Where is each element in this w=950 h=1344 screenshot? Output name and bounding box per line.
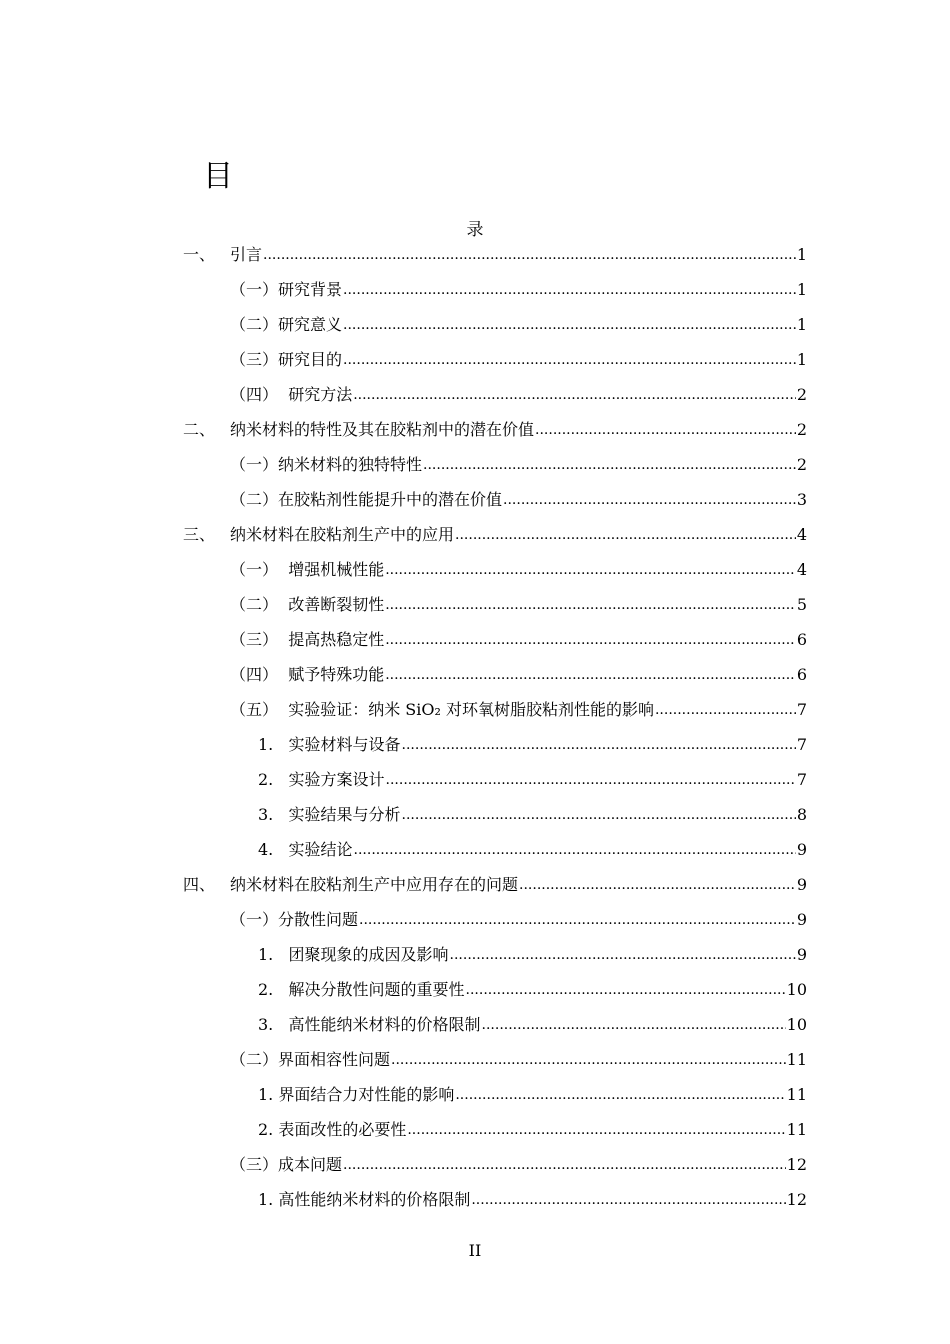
toc-entry-page: 11 bbox=[786, 1049, 807, 1069]
toc-leader-dots bbox=[455, 1085, 785, 1105]
toc-leader-dots bbox=[343, 350, 796, 370]
toc-entry-number: （一） bbox=[230, 559, 279, 579]
page-number: II bbox=[468, 1241, 482, 1260]
toc-entry[interactable] bbox=[0, 972, 950, 1007]
toc-entry-page: 10 bbox=[786, 979, 807, 999]
toc-entry-title: 研究意义 bbox=[278, 314, 343, 334]
toc-entry-page: 3 bbox=[796, 489, 807, 509]
toc-entry[interactable] bbox=[0, 902, 950, 937]
toc-entry-number: （一） bbox=[230, 909, 279, 929]
toc-leader-dots bbox=[385, 665, 796, 685]
toc-entry-title: 实验结论 bbox=[273, 839, 353, 859]
toc-entry[interactable] bbox=[0, 447, 950, 482]
toc-entry-page: 1 bbox=[796, 279, 807, 299]
toc-entry-page: 10 bbox=[786, 1014, 807, 1034]
toc-entry-page: 9 bbox=[796, 944, 807, 964]
toc-entry-number: （二） bbox=[230, 489, 279, 509]
toc-entry-number: 3. bbox=[258, 1014, 274, 1034]
toc-entry-title: 增强机械性能 bbox=[278, 559, 385, 579]
toc-entry-title: 团聚现象的成因及影响 bbox=[273, 944, 449, 964]
toc-entry-page: 7 bbox=[796, 699, 807, 719]
toc-entry[interactable] bbox=[0, 762, 950, 797]
toc-entry[interactable] bbox=[0, 587, 950, 622]
toc-leader-dots bbox=[359, 910, 796, 930]
toc-leader-dots bbox=[450, 945, 796, 965]
toc-leader-dots bbox=[503, 490, 796, 510]
toc-leader-dots bbox=[385, 595, 796, 615]
toc-entry-page: 2 bbox=[796, 384, 807, 404]
toc-entry-page: 2 bbox=[796, 419, 807, 439]
toc-entry-title: 研究目的 bbox=[278, 349, 343, 369]
toc-entry-page: 7 bbox=[796, 769, 807, 789]
toc-leader-dots bbox=[402, 805, 796, 825]
toc-entry-page: 1 bbox=[796, 244, 807, 264]
toc-entry-title: 研究方法 bbox=[278, 384, 353, 404]
toc-entry-page: 9 bbox=[796, 874, 807, 894]
toc-entry-number: 四、 bbox=[183, 874, 216, 894]
toc-entry-title: 实验材料与设备 bbox=[273, 734, 401, 754]
toc-entry-title: 高性能纳米材料的价格限制 bbox=[273, 1189, 471, 1209]
toc-leader-dots bbox=[354, 840, 796, 860]
toc-entry-number: （三） bbox=[230, 349, 279, 369]
toc-leader-dots bbox=[343, 280, 796, 300]
toc-entry-title: 在胶粘剂性能提升中的潜在价值 bbox=[278, 489, 503, 509]
toc-leader-dots bbox=[263, 245, 796, 265]
toc-entry-page: 12 bbox=[786, 1154, 807, 1174]
toc-entry-number: 3. bbox=[258, 804, 274, 824]
toc-entry-title: 高性能纳米材料的价格限制 bbox=[273, 1014, 481, 1034]
toc-entry-number: 1. bbox=[258, 1189, 274, 1209]
toc-entry-number: （一） bbox=[230, 279, 279, 299]
toc-leader-dots bbox=[407, 1120, 785, 1140]
toc-entry-page: 5 bbox=[796, 594, 807, 614]
toc-leader-dots bbox=[385, 630, 796, 650]
toc-entry-number: （四） bbox=[230, 384, 279, 404]
toc-leader-dots bbox=[466, 980, 786, 1000]
toc-leader-dots bbox=[402, 735, 796, 755]
toc-entry[interactable] bbox=[0, 342, 950, 377]
toc-leader-dots bbox=[482, 1015, 786, 1035]
toc-leader-dots bbox=[455, 525, 796, 545]
toc-leader-dots bbox=[655, 700, 796, 720]
toc-entry[interactable] bbox=[0, 1042, 950, 1077]
toc-entry-title: 研究背景 bbox=[278, 279, 343, 299]
toc-entry-number: （一） bbox=[230, 454, 279, 474]
toc-entry-title: 纳米材料的独特特性 bbox=[278, 454, 423, 474]
toc-leader-dots bbox=[353, 385, 796, 405]
toc-entry-title: 实验结果与分析 bbox=[273, 804, 401, 824]
toc-entry-title: 实验验证：纳米 SiO₂ 对环氧树脂胶粘剂性能的影响 bbox=[278, 699, 654, 719]
toc-entry[interactable] bbox=[0, 272, 950, 307]
toc-entry-number: 三、 bbox=[183, 524, 216, 544]
toc-entry-number: 1. bbox=[258, 944, 274, 964]
toc-entry-title: 纳米材料的特性及其在胶粘剂中的潜在价值 bbox=[230, 419, 535, 439]
toc-entry-number: （五） bbox=[230, 699, 279, 719]
toc-entry[interactable] bbox=[0, 377, 950, 412]
toc-entry-number: 二、 bbox=[183, 419, 216, 439]
toc-leader-dots bbox=[386, 770, 796, 790]
toc-entry[interactable] bbox=[0, 412, 950, 447]
toc-entry-title: 界面相容性问题 bbox=[278, 1049, 391, 1069]
toc-entry-title: 界面结合力对性能的影响 bbox=[273, 1084, 455, 1104]
toc-heading-char-1: 目 bbox=[203, 159, 233, 194]
toc-entry[interactable] bbox=[0, 937, 950, 972]
toc-entry[interactable] bbox=[0, 482, 950, 517]
toc-entry-title: 改善断裂韧性 bbox=[278, 594, 385, 614]
toc-leader-dots bbox=[343, 315, 796, 335]
toc-entry[interactable] bbox=[0, 552, 950, 587]
toc-entry-page: 2 bbox=[796, 454, 807, 474]
toc-entry[interactable] bbox=[0, 1112, 950, 1147]
toc-entry-page: 9 bbox=[796, 839, 807, 859]
toc-entry-number: 一、 bbox=[183, 244, 216, 264]
toc-entry[interactable] bbox=[0, 727, 950, 762]
toc-entry-number: （二） bbox=[230, 594, 279, 614]
toc-entry[interactable] bbox=[0, 1077, 950, 1112]
toc-entry-page: 11 bbox=[786, 1084, 807, 1104]
toc-entry-page: 8 bbox=[796, 804, 807, 824]
toc-entry-page: 1 bbox=[796, 349, 807, 369]
toc-entry-page: 12 bbox=[786, 1189, 807, 1209]
toc-entry-title: 纳米材料在胶粘剂生产中应用存在的问题 bbox=[230, 874, 519, 894]
toc-entry-number: 2. bbox=[258, 1119, 274, 1139]
toc-entry[interactable] bbox=[0, 1007, 950, 1042]
toc-entry-page: 4 bbox=[796, 524, 807, 544]
table-of-contents bbox=[0, 237, 950, 1217]
toc-entry-title: 解决分散性问题的重要性 bbox=[273, 979, 465, 999]
toc-entry-number: 4. bbox=[258, 839, 274, 859]
toc-entry[interactable] bbox=[0, 797, 950, 832]
toc-entry[interactable] bbox=[0, 1182, 950, 1217]
toc-entry[interactable] bbox=[0, 307, 950, 342]
toc-leader-dots bbox=[535, 420, 796, 440]
toc-entry-page: 11 bbox=[786, 1119, 807, 1139]
toc-heading-char-2: 录 bbox=[466, 220, 484, 240]
toc-entry[interactable] bbox=[0, 692, 950, 727]
toc-entry[interactable] bbox=[0, 517, 950, 552]
toc-entry-number: 2. bbox=[258, 979, 274, 999]
toc-entry-title: 引言 bbox=[230, 244, 263, 264]
toc-entry-page: 6 bbox=[796, 664, 807, 684]
toc-entry-title: 表面改性的必要性 bbox=[273, 1119, 407, 1139]
toc-leader-dots bbox=[343, 1155, 786, 1175]
toc-entry-title: 赋予特殊功能 bbox=[278, 664, 385, 684]
toc-entry-page: 7 bbox=[796, 734, 807, 754]
toc-entry[interactable] bbox=[0, 1147, 950, 1182]
toc-entry-number: 1. bbox=[258, 1084, 274, 1104]
toc-entry[interactable] bbox=[0, 657, 950, 692]
toc-leader-dots bbox=[391, 1050, 786, 1070]
toc-entry-number: 1. bbox=[258, 734, 274, 754]
toc-leader-dots bbox=[385, 560, 796, 580]
toc-leader-dots bbox=[423, 455, 796, 475]
toc-entry[interactable] bbox=[0, 867, 950, 902]
toc-entry-number: （三） bbox=[230, 629, 279, 649]
toc-leader-dots bbox=[519, 875, 796, 895]
toc-entry-title: 实验方案设计 bbox=[273, 769, 385, 789]
toc-entry-title: 分散性问题 bbox=[278, 909, 359, 929]
toc-entry-page: 6 bbox=[796, 629, 807, 649]
toc-entry-page: 4 bbox=[796, 559, 807, 579]
toc-entry[interactable] bbox=[0, 832, 950, 867]
toc-entry-page: 9 bbox=[796, 909, 807, 929]
toc-entry[interactable] bbox=[0, 237, 950, 272]
toc-entry-number: （四） bbox=[230, 664, 279, 684]
toc-entry[interactable] bbox=[0, 622, 950, 657]
toc-leader-dots bbox=[471, 1190, 785, 1210]
toc-entry-number: 2. bbox=[258, 769, 274, 789]
toc-entry-title: 成本问题 bbox=[278, 1154, 343, 1174]
toc-entry-title: 纳米材料在胶粘剂生产中的应用 bbox=[230, 524, 455, 544]
toc-entry-title: 提高热稳定性 bbox=[278, 629, 385, 649]
toc-entry-number: （二） bbox=[230, 1049, 279, 1069]
toc-entry-page: 1 bbox=[796, 314, 807, 334]
toc-entry-number: （三） bbox=[230, 1154, 279, 1174]
toc-entry-number: （二） bbox=[230, 314, 279, 334]
